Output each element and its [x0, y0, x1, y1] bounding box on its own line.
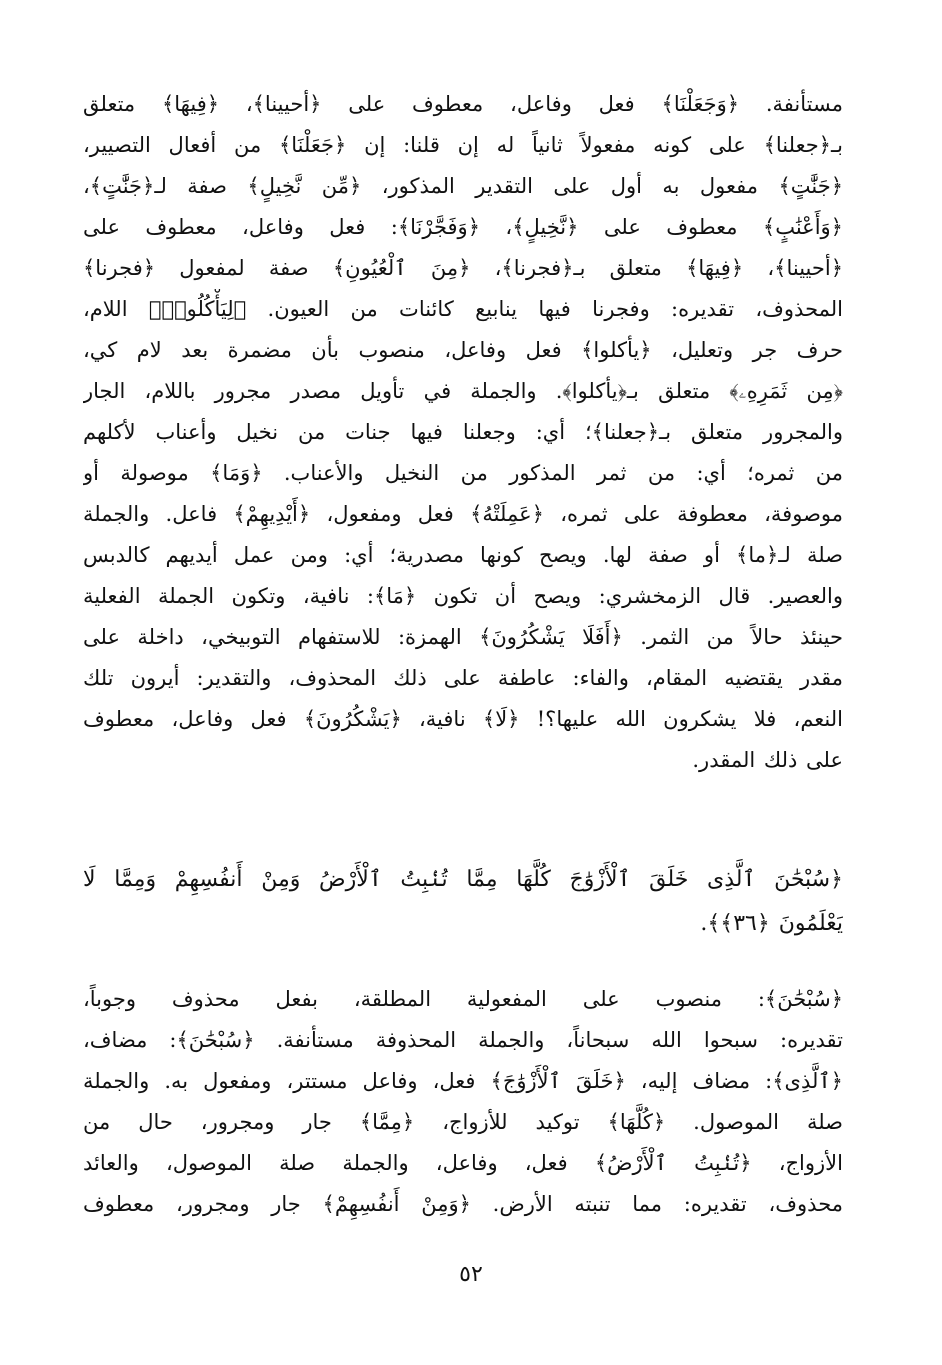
- text-line: ﴿سُبْحَٰنَ﴾: منصوب على المفعولية المطلقة، بفعل محذوف وجوباً،: [83, 987, 843, 1011]
- text-line: حرف جر وتعليل، ﴿يأكلوا﴾ فعل وفاعل، منصوب بأن مضمرة بعد لام كي،: [83, 338, 843, 362]
- text-line: النعم، فلا يشكرون الله عليها؟! ﴿لَا﴾ نافية، ﴿يَشْكُرُونَ﴾ فعل وفاعل، معطوف: [83, 707, 843, 731]
- text-line: تقديره: سبحوا الله سبحاناً، والجملة المحذوفة مستأنفة. ﴿سُبْحَٰنَ﴾: مضاف،: [83, 1028, 843, 1052]
- text-line: محذوف، تقديره: مما تنبته الأرض. ﴿وَمِنْ أَنفُسِهِمْ﴾ جار ومجرور، معطوف: [83, 1192, 843, 1216]
- text-line: والمجرور متعلق بـ﴿جعلنا﴾؛ أي: وجعلنا فيها جنات من نخيل وأعناب لأكلهم: [83, 420, 843, 444]
- text-line: ﴿جَنَّٰتٍ﴾ مفعول به أول على التقدير المذكور، ﴿مِّن نَّخِيلٍ﴾ صفة لـ﴿جَنَّٰتٍ﴾،: [83, 174, 843, 198]
- text-line: موصوفة، معطوفة على ثمره، ﴿عَمِلَتْهُ﴾ فعل ومفعول، ﴿أَيْدِيهِمْ﴾ فاعل. والجملة: [83, 502, 843, 526]
- commentary-paragraph: [83, 979, 843, 1225]
- text-line: مستأنفة. ﴿وَجَعَلْنَا﴾ فعل وفاعل، معطوف على ﴿أحيينا﴾، ﴿فِيهَا﴾ متعلق: [83, 92, 843, 116]
- text-line: على ذلك المقدر.: [692, 748, 843, 772]
- commentary-paragraph: [83, 84, 843, 781]
- text-line: الأزواج، ﴿تُنۢبِتُ ٱلْأَرْضُ﴾ فعل، وفاعل، والجملة صلة الموصول، والعائد: [83, 1151, 843, 1175]
- text-line: صلة الموصول. ﴿كُلَّهَا﴾ توكيد للأزواج، ﴿مِمَّا﴾ جار ومجرور، حال من: [83, 1110, 843, 1134]
- text-line: المحذوف، تقديره: وفجرنا فيها ينابيع كائنات من العيون. ﴿لِيَأْكُلُوا۟﴾ اللام،: [83, 297, 843, 321]
- text-line: ﴿ٱلَّذِى﴾: مضاف إليه، ﴿خَلَقَ ٱلْأَزْوَٰجَ﴾ فعل، وفاعل مستتر، ومفعول به. والجملة: [83, 1069, 843, 1093]
- quran-verse: [83, 858, 843, 946]
- text-line: ﴿أحيينا﴾، ﴿فِيهَا﴾ متعلق بـ﴿فجرنا﴾، ﴿مِنَ ٱلْعُيُونِ﴾ صفة لمفعول ﴿فجرنا﴾: [83, 256, 843, 280]
- verse-line: ﴿سُبْحَٰنَ ٱلَّذِى خَلَقَ ٱلْأَزْوَٰجَ كُلَّهَا مِمَّا تُنۢبِتُ ٱلْأَرْضُ وَمِنْ أَنفُسِهِمْ وَمِمَّا لَا: [83, 867, 843, 892]
- text-line: صلة لـ﴿ما﴾ أو صفة لها. ويصح كونها مصدرية؛ أي: ومن عمل أيديهم كالدبس: [83, 543, 843, 567]
- page-number: ٥٢: [459, 1262, 483, 1287]
- text-line: ﴿مِن ثَمَرِهِۦ﴾ متعلق بـ﴿يأكلوا﴾. والجملة في تأويل مصدر مجرور باللام، الجار: [83, 379, 843, 403]
- text-line: حينئذ حالاً من الثمر. ﴿أَفَلَا يَشْكُرُونَ﴾ الهمزة: للاستفهام التوبيخي، داخلة على: [83, 625, 843, 649]
- text-line: مقدر يقتضيه المقام، والفاء: عاطفة على ذلك المحذوف، والتقدير: أيرون تلك: [83, 666, 843, 690]
- text-line: ﴿وَأَعْنَٰبٍ﴾ معطوف على ﴿نَّخِيلٍ﴾، ﴿وَفَجَّرْنَا﴾: فعل وفاعل، معطوف على: [83, 215, 843, 239]
- text-line: بـ﴿جعلنا﴾ على كونه مفعولاً ثانياً له إن قلنا: إن ﴿جَعَلْنَا﴾ من أفعال التصيير،: [83, 133, 843, 157]
- verse-line: يَعْلَمُونَ ﴿٣٦﴾﴾.: [700, 911, 843, 936]
- text-line: من ثمره؛ أي: من ثمر المذكور من النخيل والأعناب. ﴿وَمَا﴾ موصولة أو: [83, 461, 843, 485]
- text-line: والعصير. قال الزمخشري: ويصح أن تكون ﴿مَا﴾: نافية، وتكون الجملة الفعلية: [83, 584, 843, 608]
